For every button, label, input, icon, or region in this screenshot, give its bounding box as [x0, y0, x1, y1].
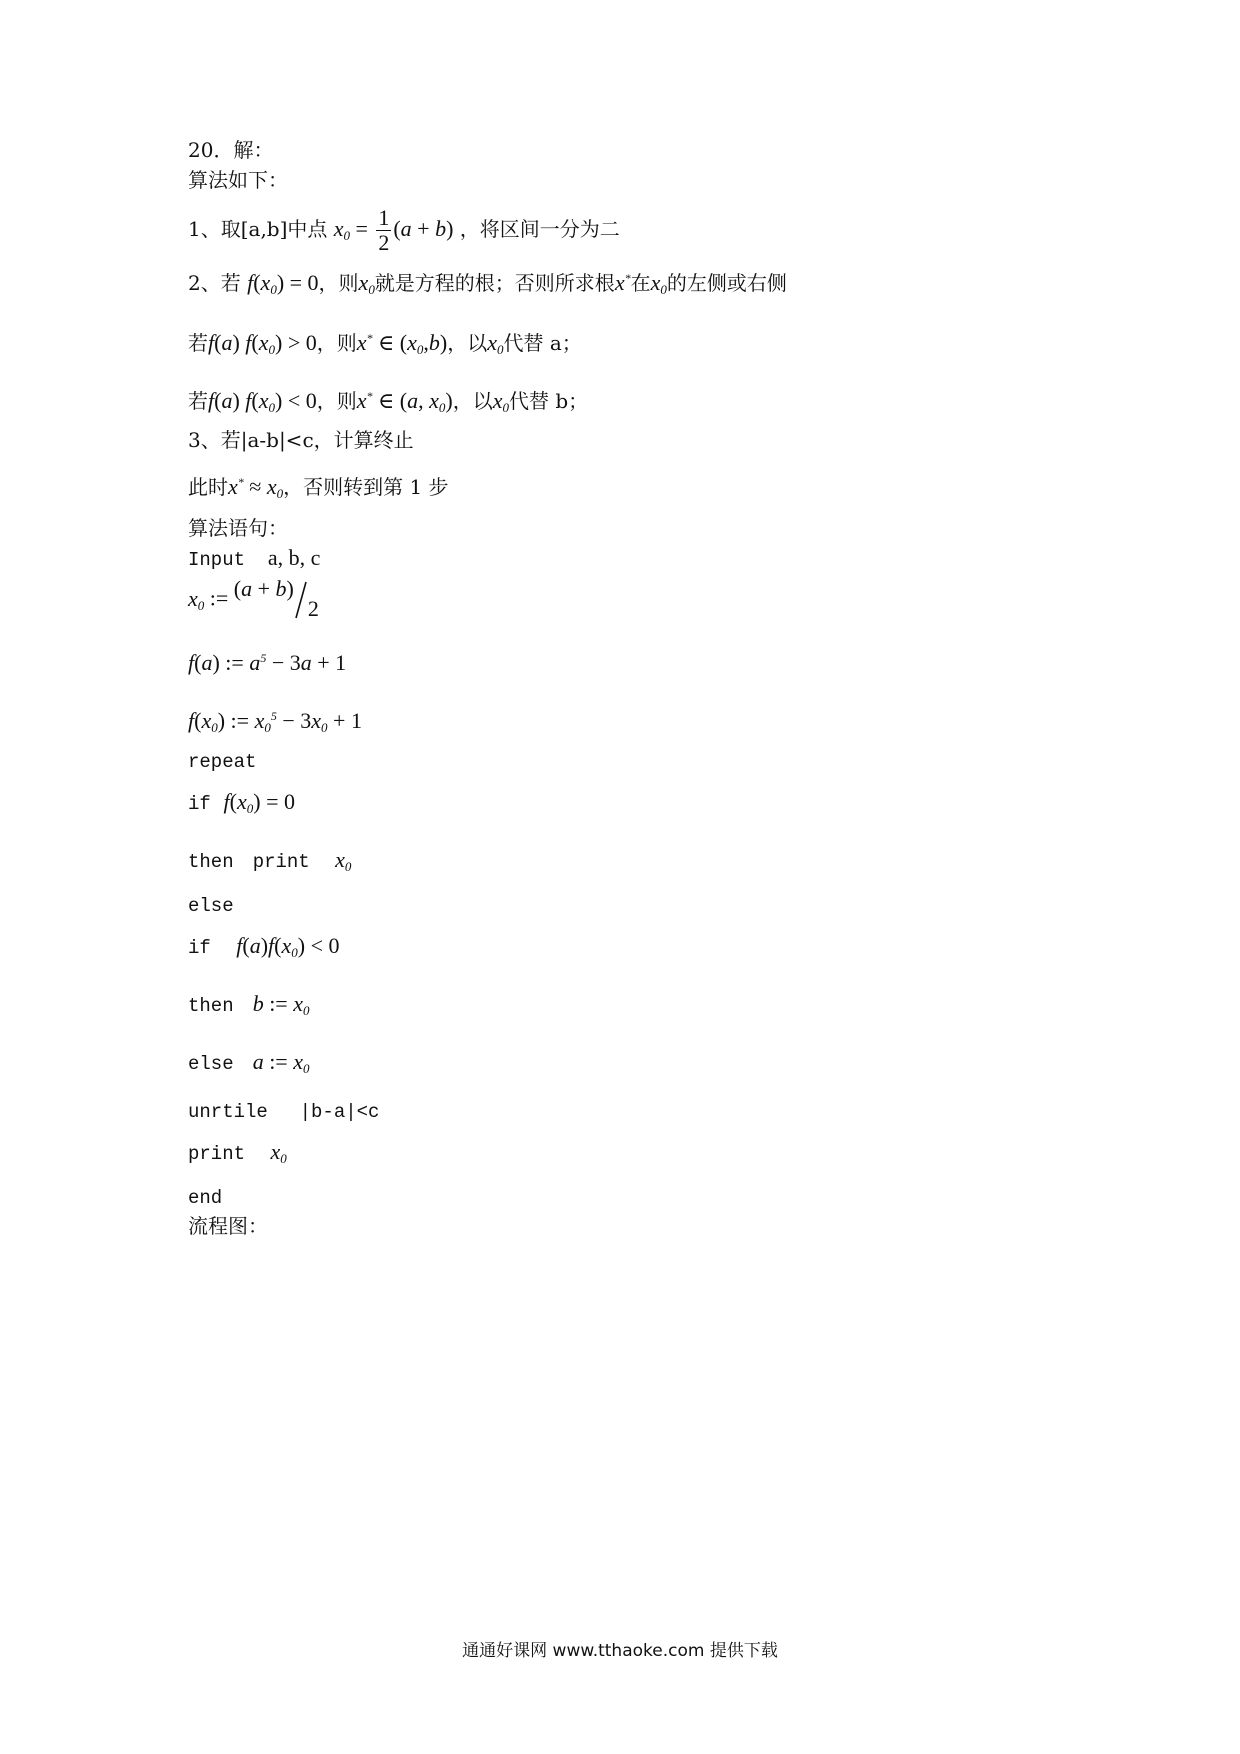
step-1: [188, 206, 620, 255]
code-fx0-def: $f(x_0)$ := $x_0^5 - 3x_0 + 1$: [188, 708, 362, 735]
if-keyword: if: [188, 793, 211, 815]
code-then-2: then b := $x_0$: [188, 991, 310, 1018]
statement-title: 算法语句：: [188, 516, 288, 540]
then-keyword-2: then: [188, 995, 234, 1017]
slash-fraction-bar: [294, 580, 308, 620]
code-then-1: then print $x_0$: [188, 847, 352, 874]
formula-a-plus-b: (a + b): [393, 216, 454, 241]
case-2-prefix: 若: [188, 389, 208, 413]
step-2-text-b: 就是方程的根；否则所求根: [374, 271, 615, 295]
else-keyword-2: else: [188, 1053, 234, 1075]
formula-x0: $x_0$ =: [333, 216, 368, 243]
until-condition: |b-a|<c: [299, 1101, 380, 1123]
case-2-suffix: 代替 b；: [508, 389, 589, 413]
input-keyword: Input: [188, 549, 246, 571]
if-keyword-2: if: [188, 937, 211, 959]
formula-fx0-eq-0: $f(x_0) = 0$: [247, 270, 319, 297]
step-3-note-suffix: ，否则转到第 1 步: [283, 475, 449, 499]
code-else-1: else: [188, 895, 234, 917]
code-if-2: if $f(a)f(x_0) < 0$: [188, 933, 340, 960]
problem-heading: 20．解：: [188, 138, 274, 162]
print-keyword: print: [252, 851, 310, 873]
code-if-1: if $f(x_0) = 0$: [188, 789, 295, 816]
case-2-text-b: ，以: [452, 389, 493, 413]
algorithm-title: 算法如下：: [188, 168, 288, 192]
step-2-text-a: ，则: [318, 271, 359, 295]
case-1: 若f(a) $f(x_0) > 0$，则x* ∈ $(x_0,b)$，以$x_0$代替 a；: [188, 330, 582, 357]
formula-fa-fx0-lt-0: f(a) $f(x_0) < 0$: [208, 388, 317, 415]
print-keyword-2: print: [188, 1143, 246, 1165]
code-input: [188, 546, 320, 572]
step-1-prefix: 1、取[a,b]中点: [188, 217, 328, 241]
formula-fa-fx0-gt-0: f(a) $f(x_0) > 0$: [208, 330, 317, 357]
case-2: 若f(a) $f(x_0) < 0$，则x* ∈ (a, $x_0$)，以$x_0$代替 b；: [188, 388, 589, 415]
code-end: end: [188, 1187, 223, 1209]
input-args: a, b, c: [267, 545, 321, 570]
case-1-text-b: ，以: [447, 331, 488, 355]
fraction-half: $\frac{1}{2}$: [378, 205, 390, 255]
code-repeat: repeat: [188, 751, 257, 773]
code-x0-assign: $x_0$ := (a + b)2: [188, 575, 319, 621]
case-1-suffix: 代替 a；: [503, 331, 582, 355]
step-2-suffix: 的左侧或右侧: [666, 271, 787, 295]
step-1-suffix: ，将区间一分为二: [459, 217, 620, 241]
step-2: 2、若 $f(x_0) = 0$，则$x_0$就是方程的根；否则所求根x*在$x_0$的左侧或右侧: [188, 270, 787, 297]
code-else-2: else a := $x_0$: [188, 1049, 310, 1076]
flowchart-title: 流程图：: [188, 1214, 268, 1238]
footer-credit: 通通好课网 www.tthaoke.com 提供下载: [462, 1641, 778, 1661]
until-keyword: unrtile: [188, 1101, 268, 1123]
step-3-note-prefix: 此时: [188, 475, 228, 499]
case-1-text-a: ，则: [316, 331, 357, 355]
then-keyword: then: [188, 851, 234, 873]
case-1-prefix: 若: [188, 331, 208, 355]
code-fa-def: f(a) := $a^5 - 3a + 1$: [188, 650, 347, 675]
formula-in-a-x0: x* ∈ (a, $x_0$): [356, 388, 453, 415]
formula-approx: $x^* \approx x_0$: [228, 474, 284, 501]
code-until: [188, 1098, 379, 1124]
step-2-text-c: 在: [630, 271, 651, 295]
case-2-text-a: ，则: [316, 389, 357, 413]
code-print-2: print $x_0$: [188, 1139, 287, 1166]
step-3: 3、若|a-b|<c，计算终止: [188, 428, 414, 452]
formula-in-x0-b: x* ∈ $(x_0,b)$: [356, 330, 448, 357]
step-2-prefix: 2、若: [188, 271, 241, 295]
step-3-note: [188, 470, 449, 506]
